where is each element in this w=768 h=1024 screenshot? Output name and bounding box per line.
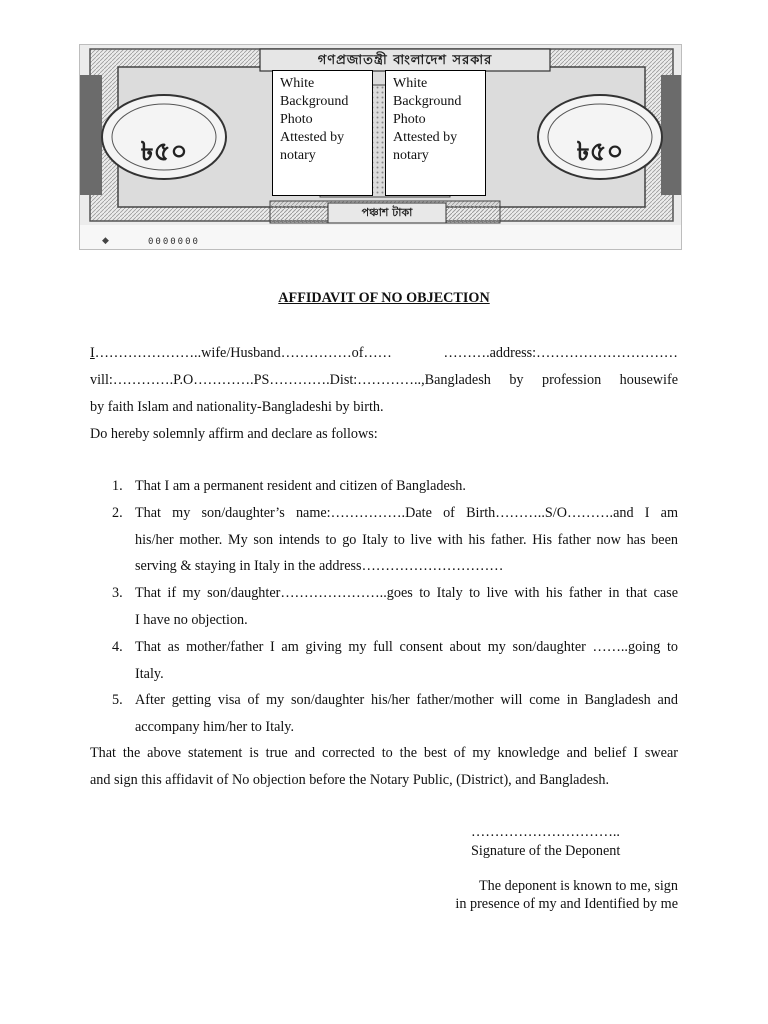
list-item-line: That my son/daughter’s name:…………….Date of Birth………..S/O……….and I am [135, 504, 678, 521]
list-item-line: Italy. [135, 665, 164, 682]
stamp-denomination-right: ৳৫০ [576, 137, 624, 167]
intro-first-letter: I [90, 345, 95, 361]
list-item [90, 687, 678, 741]
stamp-denomination-left: ৳৫০ [140, 137, 188, 167]
photo-box-line: White [280, 76, 315, 91]
list-item [90, 500, 678, 580]
photo-box-line: notary [280, 148, 316, 163]
intro-line-1-rest: …………………..wife/Husband……………of…… ……….address:………………………… [94, 345, 678, 361]
photo-box-line: Photo [393, 112, 426, 127]
intro-line-4: Do hereby solemnly affirm and declare as follows: [90, 426, 378, 442]
list-item [90, 473, 678, 500]
photo-box-2 [385, 70, 486, 196]
stamp-header-text: গণপ্রজাতন্ত্রী বাংলাদেশ সরকার [317, 53, 493, 68]
list-item-line: After getting visa of my son/daughter his/her father/mother will come in Bangladesh and [135, 692, 678, 709]
stamp-serial-number: 0000000 [148, 237, 200, 247]
list-item-line: That I am a permanent resident and citizen of Bangladesh. [135, 478, 466, 494]
list-item-number: 4. [112, 638, 123, 655]
photo-box-line: Attested by [393, 130, 458, 145]
signature-line: ………………………….. [471, 824, 620, 840]
signature-label: Signature of the Deponent [471, 843, 621, 859]
intro-line-2: vill:………….P.O………….PS………….Dist:…………..,Bangladesh by profession housewife [90, 372, 678, 388]
list-item-number: 2. [112, 504, 123, 521]
list-item [90, 634, 678, 688]
intro-line-3: by faith Islam and nationality-Bangladeshi by birth. [90, 399, 384, 415]
photo-box-line: Attested by [280, 130, 345, 145]
photo-box-line: White [393, 76, 428, 91]
list-item-number: 5. [112, 692, 123, 709]
stamp-mini-mark-icon: ◆ [102, 236, 109, 246]
stamp-footer-text: পঞ্চাশ টাকা [361, 206, 413, 219]
list-item-line: That if my son/daughter…………………..goes to Italy to live with his father in that case [135, 585, 678, 602]
declaration-list [90, 473, 678, 741]
list-item-line: That as mother/father I am giving my full consent about my son/daughter ……..going to [135, 638, 678, 655]
intro-line-1 [90, 340, 678, 367]
photo-box-line: Background [393, 94, 462, 109]
list-item-number: 1. [112, 478, 123, 494]
photo-box-1 [272, 70, 373, 196]
photo-box-line: Photo [280, 112, 313, 127]
list-item-line: I have no objection. [135, 611, 248, 628]
list-item-line: his/her mother. My son intends to go Italy to live with his father. His father now has been [135, 531, 678, 548]
closing-paragraph [90, 740, 678, 794]
list-item-line: serving & staying in Italy in the address………………………… [135, 558, 504, 575]
list-item-line: accompany him/her to Italy. [135, 719, 295, 736]
stamp-paper-banner [79, 44, 682, 250]
notary-statement-line-2: in presence of my and Identified by me [455, 896, 678, 912]
photo-box-line: Background [280, 94, 349, 109]
photo-box-line: notary [393, 148, 429, 163]
list-item [90, 580, 678, 634]
intro-paragraph [90, 340, 678, 448]
closing-line-1: That the above statement is true and corrected to the best of my knowledge and belief I swear [90, 745, 678, 761]
list-item-number: 3. [112, 585, 123, 602]
document-title: AFFIDAVIT OF NO OBJECTION [278, 290, 490, 306]
notary-statement-line-1: The deponent is known to me, sign [479, 878, 678, 894]
closing-line-2: and sign this affidavit of No objection before the Notary Public, (District), and Bangladesh. [90, 772, 610, 788]
